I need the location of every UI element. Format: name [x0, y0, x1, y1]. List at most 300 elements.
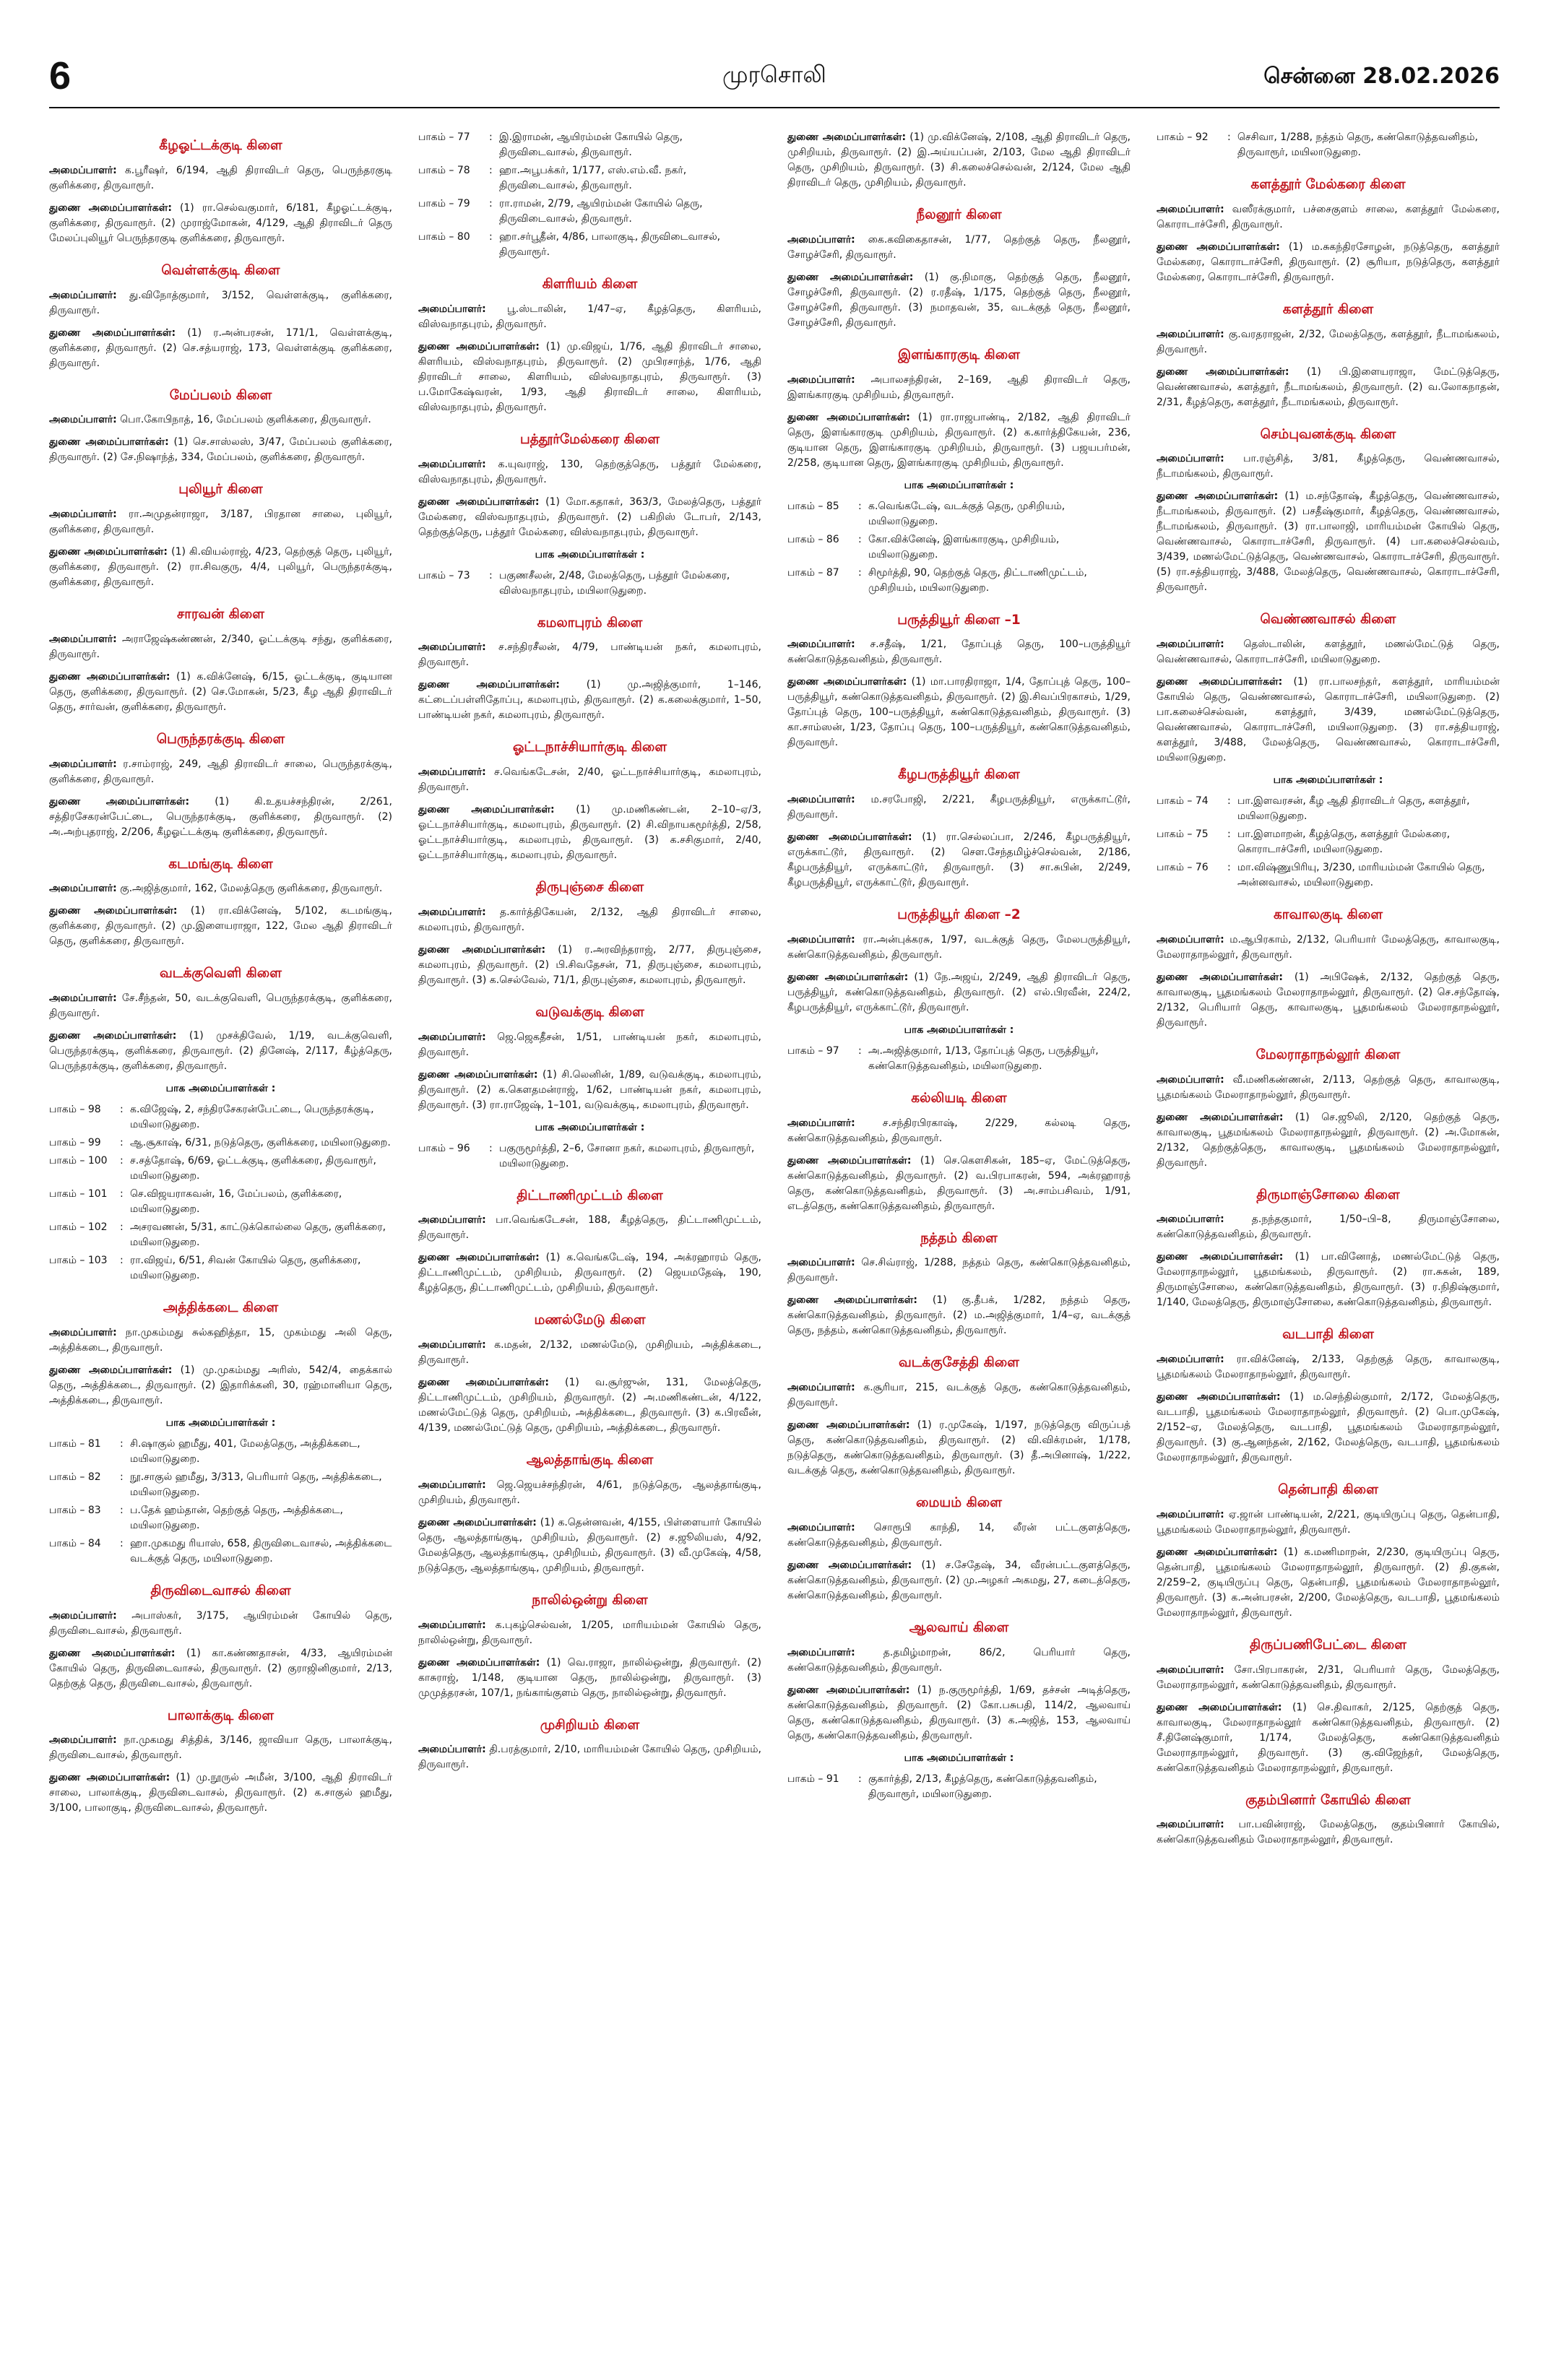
booth-heading: பாக அமைப்பாளர்கள் : [165, 1083, 276, 1094]
secretary-label: அமைப்பாளர்: [49, 414, 117, 426]
deputies-entry [1157, 365, 1500, 410]
deputies-entry [418, 678, 761, 723]
branch-title: சாரவன் கிளை [177, 607, 264, 622]
booth-separator: : [1227, 795, 1231, 807]
booth-roll [1157, 794, 1500, 891]
secretary-entry [418, 302, 761, 332]
booth-separator: : [120, 1471, 124, 1483]
secretary-text: செ.சிவ்ராஜ், 1/288, நத்தம் தெரு, கண்கொடுத்தவனிதம், திருவாரூர். [787, 1257, 1131, 1284]
deputies-text: (1) ம.சந்தோஷ், கீழத்தெரு, வெண்ணவாசல், நீடாமங்கலம், திருவாரூர். (2) பசதீஷ்குமார், கீழத்தெரு, வெண்ணவாசல், நீடாமங்கலம், திருவாரூர். (3) ரா.பாலாஜி, மாரியம்மன் கோயில் தெரு, வெண்ணவாசல், கொராடாச்சேரி, திருவாரூர். (4) பா.கலைச்செல்வம், 3/439, மணல்மேட்டுத்தெரு, வெண்ணவாசல், கொராடாச்சேரி, திருவாரூர். (5) ரா.சத்தியராஜ், 3/488, மேலத்தெரு, வெண்ணவாசல், கொராடாச்சேரி, திருவாரூர். [1157, 490, 1500, 594]
booth-row [787, 499, 1131, 529]
deputies-text: (1) ரா.செல்லப்பா, 2/246, கீழபருத்தியூர், எருக்காட்டூர், திருவாரூர். (2) செள.சேந்தமிழ்ச்செல்வன், 2/186, கீழபருத்தியூர், எருக்காட்டூர், திருவாரூர். (3) சா.சுபின், 2/249, கீழபருத்தியூர், எருக்காட்டூர், திருவாரூர். [787, 831, 1131, 888]
secretary-label: அமைப்பாளர்: [787, 794, 855, 805]
booth-row [418, 163, 761, 194]
secretary-entry [787, 373, 1131, 403]
booth-row [787, 1772, 1131, 1802]
booth-separator: : [858, 1044, 862, 1057]
secretary-text: க.புகழ்செல்வன், 1/205, மாரியம்மன் கோயில் தெரு, நாலில்ஒன்று, திருவாரூர். [418, 1619, 761, 1646]
branch-section [787, 1618, 1131, 1802]
secretary-label: அமைப்பாளர்: [49, 883, 117, 895]
booth-row [1157, 860, 1500, 891]
branch-section [1157, 1791, 1500, 1848]
deputies-text: (1) க.தென்னவன், 4/155, பிள்ளையார் கோயில் தெரு, ஆலத்தாங்குடி, முசிறியம், திருவாரூர். (2) ச.ஜூலியஸ், 4/92, மேலத்தெரு, ஆலத்தாங்குடி, முசிறியம், திருவாரூர். (3) வீ.முகேஷ், 4/58, நடுத்தெரு, ஆலத்தாங்குடி, முசிறியம், திருவாரூர். [418, 1516, 761, 1574]
secretary-label: அமைப்பாளர்: [1157, 1213, 1224, 1226]
deputies-text: (1) ரா.ராஜபாண்டி, 2/182, ஆதி திராவிடர் தெரு, இளங்காரகுடி முசிறியம், திருவாரூர். (2) க.கார்த்திகேயன், 236, குடியான தெரு, இளங்காரகுடி முசிறியம், திருவாரூர். (3) பஜயபர்மன், 2/258, குடியான தெரு, இளங்காரகுடி முசிறியம், திருவாரூர். [787, 411, 1131, 469]
deputies-entry [418, 339, 761, 415]
secretary-text: க.யுவராஜ், 130, தெற்குத்தெரு, பத்தூர் மேல்கரை, விஸ்வநாதபுரம், திருவாரூர். [418, 458, 761, 485]
secretary-entry [787, 1645, 1131, 1676]
secretary-text: சொரூபி காந்தி, 14, லீரன் பட்டகுளத்தெரு, கண்கொடுத்தவனிதம், திருவாரூர். [787, 1521, 1131, 1549]
deputies-entry [1157, 675, 1500, 766]
booth-number: பாகம் – 92 [1157, 131, 1209, 143]
secretary-entry [1157, 1507, 1500, 1538]
branch-section [787, 205, 1131, 331]
branch-section [1157, 1480, 1500, 1621]
deputies-label: துணை அமைப்பாளர்கள்: [787, 971, 909, 983]
deputies-text: (1) நே.அஜய், 2/249, ஆதி திராவிடர் தெரு, பருத்தியூர், கண்கொடுத்தவனிதம், திருவாரூர். (2) எல்.பிரவீன், 224/2, கீழபருத்தியூர், எருக்காட்டூர், திருவாரூர். [787, 971, 1131, 1013]
branch-title: நாலில்ஒன்று கிளை [532, 1592, 648, 1608]
branch-title: பெருந்தரக்குடி கிளை [156, 731, 285, 747]
secretary-label: அமைப்பாளர்: [418, 1479, 486, 1491]
branch-section [49, 1581, 392, 1692]
booth-number: பாகம் – 73 [418, 569, 470, 581]
secretary-entry [787, 1116, 1131, 1146]
booth-row [1157, 794, 1500, 824]
secretary-text: ம.சரபோஜி, 2/221, கீழபருத்தியூர், எருக்காட்டூர், திருவாரூர். [787, 794, 1131, 821]
deputies-label: துணை அமைப்பாளர்கள்: [787, 131, 907, 143]
secretary-text: ச.சந்திரசீலன், 4/79, பாண்டியன் நகர், கமலாபுரம், திருவாரூர். [418, 641, 761, 669]
secretary-text: த.தமிழ்மாறன், 86/2, பெரியார் தெரு, கண்கொடுத்தவனிதம், திருவாரூர். [787, 1646, 1131, 1674]
booth-heading: பாக அமைப்பாளர்கள் : [535, 1121, 645, 1133]
page-number: 6 [49, 54, 72, 98]
booth-row [49, 1135, 392, 1151]
booth-number: பாகம் – 99 [49, 1137, 101, 1148]
booth-number: பாகம் – 100 [49, 1155, 108, 1167]
booth-text: மா.விஷ்ணுபிரியு, 3/230, மாரியம்மன் கோயில் தெரு, அன்னவாசல், மயிலாடுதுறை. [1237, 862, 1485, 888]
deputies-label: துணை அமைப்பாளர்கள்: [1157, 365, 1289, 378]
deputies-entry [787, 970, 1131, 1016]
secretary-text: ம.ஆபிரகாம், 2/132, பெரியார் மேலத்தெரு, காவாலகுடி, மேலராதாநல்லூர், திருவாரூர். [1157, 933, 1500, 961]
booth-roll [49, 1437, 392, 1567]
deputies-label: துணை அமைப்பாளர்கள்: [418, 943, 546, 956]
secretary-label: அமைப்பாளர்: [1157, 453, 1224, 465]
booth-row [49, 1187, 392, 1217]
booth-number: பாகம் – 82 [49, 1471, 101, 1483]
branch-title: குதம்பினார் கோயில் கிளை [1245, 1792, 1411, 1808]
booth-row [49, 1536, 392, 1567]
deputies-text: (1) கு.நிமாகு, தெற்குத் தெரு, நீலனூர், சோழச்சேரி, திருவாரூர். (2) ர.ரதீஷ், 1/175, தெற்குத் தெரு, நீலனூர், சோழச்சேரி, திருவாரூர். (3) நமாதவன், 35, வடக்குத் தெரு, நீலனூர், சோழச்சேரி, திருவாரூர். [787, 271, 1131, 329]
secretary-label: அமைப்பாளர்: [787, 373, 855, 386]
deputies-label: துணை அமைப்பாளர்கள்: [787, 411, 910, 423]
secretary-entry [1157, 1073, 1500, 1103]
deputies-text: (1) மு.நூருல் அமீன், 3/100, ஆதி திராவிடர் சாலை, பாலாக்குடி, திருவிடைவாசல், திருவாரூர். (2) க.சாகுல் ஹமீது, 3/100, பாலாகுடி, திருவிடைவாசல், திருவாரூர். [49, 1772, 392, 1814]
branch-section [787, 1493, 1131, 1604]
branch-section [1157, 1635, 1500, 1776]
branch-title: நத்தம் கிளை [920, 1230, 998, 1246]
branch-section [418, 737, 761, 863]
booth-text: செசிவா, 1/288, நத்தம் தெரு, கண்கொடுத்தவனிதம், திருவாரூர், மயிலாடுதுறை. [1237, 131, 1478, 158]
secretary-entry [49, 757, 392, 787]
booth-text: ப.தேக் ஹம்தான், தெற்குத் தெரு, அத்திக்கடை, மயிலாடுதுறை. [130, 1504, 343, 1531]
deputies-entry [787, 1683, 1131, 1744]
columns [49, 130, 1500, 2351]
deputies-text: (1) மு.விஜய், 1/76, ஆதி திராவிடர் சாலை, கிளரியம், விஸ்வநாதபுரம், திருவாரூர். (2) முபிரசாந்த், 1/76, ஆதி திராவிடர் சாலை, கிளரியம், விஸ்வநாதபுரம், திருவாரூர். (3) ப.மோகேஷ்வரன், 1/93, ஆதி திராவிடர் சாலை, கிளரியம், விஸ்வநாதபுரம், திருவாரூர். [418, 340, 761, 413]
booth-separator: : [120, 1504, 124, 1516]
branch-title: கீழபருத்தியூர் கிளை [898, 767, 1020, 783]
branch-title: களத்தூர் கிளை [1282, 301, 1374, 317]
secretary-entry [49, 991, 392, 1021]
column-1 [49, 130, 392, 2351]
booth-separator: : [120, 1537, 124, 1549]
booth-text: பா.இளவரசன், கீழ ஆதி திராவிடர் தெரு, களத்தூர், மயிலாடுதுறை. [1237, 795, 1470, 822]
booth-number: பாகம் – 86 [787, 533, 839, 545]
booth-text: பகுணசீலன், 2/48, மேலத்தெரு, பத்தூர் மேல்கரை, விஸ்வநாதபுரம், மயிலாடுதுறை. [499, 569, 730, 597]
branch-title: ஆலவாய் கிளை [909, 1619, 1009, 1635]
secretary-entry [1157, 932, 1500, 963]
branch-section [787, 130, 1131, 191]
secretary-text: தி.பரத்குமார், 2/10, மாரியம்மன் கோயில் தெரு, முசிறியம், திருவாரூர். [418, 1744, 761, 1771]
column-3 [787, 130, 1131, 2351]
branch-section [49, 1706, 392, 1817]
booth-number: பாகம் – 75 [1157, 828, 1209, 840]
deputies-label: துணை அமைப்பாளர்கள்: [787, 1294, 917, 1307]
booth-heading: பாக அமைப்பாளர்கள் : [904, 1024, 1014, 1036]
secretary-label: அமைப்பாளர்: [49, 1326, 117, 1338]
column-4 [1157, 130, 1500, 2351]
branch-section [418, 1003, 761, 1172]
branch-title: பத்தூர்மேல்கரை கிளை [519, 431, 660, 447]
deputies-text: (1) ரா.பாலசந்தர், களத்தூர், மாரியம்மன் கோயில் தெரு, வெண்ணவாசல், கொராடாச்சேரி, மயிலாடுதுறை. (2) பா.கலைச்செல்வன், களத்தூர், 3/439, மணல்மேட்டுத்தெரு, வெண்ணவாசல், கொராடாச்சேரி, மயிலாடுதுறை. (3) ரா.சத்தியராஜ், களத்தூர், 3/488, மேலத்தெரு, வெண்ணவாசல், கொராடாச்சேரி, மயிலாடுதுறை. [1157, 676, 1500, 763]
branch-section [418, 1591, 761, 1701]
secretary-label: அமைப்பாளர்: [787, 1521, 855, 1533]
deputies-entry [418, 1515, 761, 1576]
secretary-label: அமைப்பாளர்: [787, 1117, 855, 1129]
booth-roll [787, 1772, 1131, 1802]
deputies-text: (1) ம.செந்தில்குமார், 2/172, மேலத்தெரு, வடபாதி, பூதமங்கலம் மேலராதாநல்லூர், திருவாரூர். (2) பொ.முகேஷ், 2/152–ஏ, மேலத்தெரு, வடபாதி, பூதமங்கலம் மேலராதாநல்லூர், திருவாரூர். (3) கு.ஆனந்தன், 2/162, மேலத்தெரு, வடபாதி, பூதமங்கலம் மேலராதாநல்லூர், திருவாரூர். [1157, 1391, 1500, 1463]
booth-text: ஹா.சர்பூதீன், 4/86, பாலாகுடி, திருவிடைவாசல், திருவாரூர். [499, 231, 721, 258]
branch-section [1157, 1185, 1500, 1311]
branch-section [49, 136, 392, 246]
masthead [49, 51, 1500, 108]
secretary-label: அமைப்பாளர்: [49, 1734, 117, 1747]
dateline: சென்னை 28.02.2026 [1263, 64, 1500, 89]
newspaper-name: முரசொலி [722, 61, 826, 88]
deputies-entry [49, 904, 392, 949]
booth-text: அசரவணன், 5/31, காட்டுக்கொல்லை தெரு, குளிக்கரை, மயிலாடுதுறை. [130, 1221, 386, 1248]
booth-number: பாகம் – 97 [787, 1044, 839, 1057]
booth-separator: : [1227, 131, 1231, 143]
deputies-label: துணை அமைப்பாளர்கள்: [418, 1656, 540, 1669]
branch-section [418, 130, 761, 260]
secretary-entry [418, 1338, 761, 1368]
booth-text: குகார்த்தி, 2/13, கீழத்தெரு, கண்கொடுத்தவனிதம், திருவாரூர், மயிலாடுதுறை. [868, 1773, 1097, 1800]
secretary-text: ச.வெங்கடேசன், 2/40, ஓட்டநாச்சியார்குடி, கமலாபுரம், திருவாரூர். [418, 766, 761, 793]
booth-text: ரா.ராமன், 2/79, ஆயிரம்மன் கோயில் தெரு, திருவிடைவாசல், திருவாரூர். [499, 198, 703, 225]
booth-roll [787, 1044, 1131, 1074]
booth-text: ரா.விஜய், 6/51, சிவன் கோயில் தெரு, குளிக்கரை, மயிலாடுதுறை. [130, 1255, 361, 1281]
secretary-entry [1157, 1352, 1500, 1382]
branch-title: வெள்ளக்குடி கிளை [161, 262, 280, 278]
secretary-text: ர.சாம்ராஜ், 249, ஆதி திராவிடர் சாலை, பெருந்தரக்குடி, குளிக்கரை, திருவாரூர். [49, 758, 392, 785]
booth-number: பாகம் – 102 [49, 1221, 108, 1233]
secretary-text: நா.முகமது சித்திக், 3/146, ஜாவியா தெரு, பாலாக்குடி, திருவிடைவாசல், திருவாரூர். [49, 1734, 392, 1762]
deputies-entry [1157, 1390, 1500, 1466]
booth-number: பாகம் – 91 [787, 1773, 839, 1785]
secretary-entry [787, 233, 1131, 263]
deputies-label: துணை அமைப்பாளர்கள்: [49, 1364, 173, 1376]
branch-title: செம்புவனக்குடி கிளை [1260, 426, 1396, 442]
booth-row [49, 1253, 392, 1284]
branch-title: மணல்மேடு கிளை [534, 1312, 646, 1328]
deputies-entry [49, 435, 392, 465]
branch-section [787, 345, 1131, 596]
booth-row [418, 568, 761, 599]
branch-title: கடமங்குடி கிளை [168, 856, 273, 872]
deputies-label: துணை அமைப்பாளர்கள்: [787, 676, 907, 688]
secretary-label: அமைப்பாளர்: [49, 289, 117, 301]
secretary-label: அமைப்பாளர்: [49, 633, 117, 645]
deputies-label: துணை அமைப்பாளர்கள்: [49, 670, 170, 683]
secretary-entry [787, 1255, 1131, 1286]
secretary-entry [787, 1520, 1131, 1551]
deputies-text: (1) கு.தீபக், 1/282, நத்தம் தெரு, கண்கொடுத்தவனிதம், திருவாரூர். (2) ம.அஜித்குமார், 1/4–ஏ, வடக்குத் தெரு, நத்தம், கண்கொடுத்தவனிதம், திருவாரூர். [787, 1294, 1131, 1337]
branch-section [418, 1450, 761, 1576]
branch-title: ஆலத்தாங்குடி கிளை [526, 1453, 654, 1468]
secretary-label: அமைப்பாளர்: [1157, 1508, 1224, 1520]
branch-section [49, 261, 392, 371]
secretary-entry [418, 905, 761, 935]
deputies-label: துணை அமைப்பாளர்கள்: [787, 1684, 910, 1696]
booth-separator: : [489, 231, 493, 243]
booth-number: பாகம் – 101 [49, 1188, 108, 1200]
secretary-text: கு.அஜித்குமார், 162, மேலத்தெரு குளிக்கரை, திருவாரூர். [120, 883, 383, 895]
deputies-label: துணை அமைப்பாளர்கள்: [49, 795, 190, 808]
deputies-entry [1157, 489, 1500, 595]
branch-section [49, 605, 392, 715]
branch-section [418, 430, 761, 599]
secretary-entry [787, 637, 1131, 667]
branch-title: தென்பாதி கிளை [1278, 1482, 1378, 1497]
deputies-entry [418, 802, 761, 863]
deputies-text: (1) மோ.கதாகர், 363/3, மேலத்தெரு, பத்தூர் மேல்கரை, விஸ்வநாதபுரம், திருவாரூர். (2) பகிறிஸ் டோபர், 2/143, தெற்குத்தெரு, பத்தூர் மேல்கரை, விஸ்வநாதபுரம், திருவாரூர். [418, 496, 761, 538]
deputies-text: (1) பி.இளையராஜா, மேட்டுத்தெரு, வெண்ணவாசல், களத்தூர், நீடாமங்கலம், திருவாரூர். (2) வ.லோகநாதன், 2/31, கீழத்தெரு, களத்தூர், நீடாமங்கலம், திருவாரூர். [1157, 365, 1500, 408]
booth-roll [49, 1102, 392, 1284]
branch-section [49, 964, 392, 1284]
booth-separator: : [120, 1104, 124, 1115]
branch-title: காவாலகுடி கிளை [1273, 907, 1383, 922]
deputies-text: (1) ர.முகேஷ், 1/197, நடுத்தெரு விருப்பத் தெரு, கண்கொடுத்தவனிதம், திருவாரூர். (2) வி.விக்ரமன், 1/178, நடுத்தெரு, கண்கொடுத்தவனிதம், திருவாரூர். (3) தீ.அபினாஷ், 1/222, வடக்குத் தெரு, கண்கொடுத்தவனிதம், திருவாரூர். [787, 1419, 1131, 1476]
branch-title: கமலாபுரம் கிளை [537, 615, 643, 631]
branch-section [1157, 1045, 1500, 1171]
branch-section [1157, 300, 1500, 410]
branch-title: வெண்ணவாசல் கிளை [1260, 612, 1396, 628]
branch-section [418, 613, 761, 724]
secretary-label: அமைப்பாளர்: [418, 1214, 486, 1226]
secretary-entry [49, 1609, 392, 1639]
booth-heading: பாக அமைப்பாளர்கள் : [904, 479, 1014, 491]
booth-number: பாகம் – 85 [787, 500, 839, 512]
deputies-entry [418, 1375, 761, 1436]
secretary-text: க.சூரியா, 215, வடக்குத் தெரு, கண்கொடுத்தவனிதம், திருவாரூர். [787, 1382, 1131, 1408]
branch-section [418, 878, 761, 988]
deputies-label: துணை அமைப்பாளர்கள்: [49, 202, 172, 214]
branch-section [418, 1310, 761, 1436]
deputies-label: துணை அமைப்பாளர்கள்: [787, 271, 914, 283]
secretary-text: வீ.மணிகண்ணன், 2/113, தெற்குத் தெரு, காவாலகுடி, பூதமங்கலம் மேலராதாநல்லூர், திருவாரூர். [1157, 1073, 1500, 1101]
masthead-rule [49, 107, 1500, 108]
secretary-text: அபாஸ்கர், 3/175, ஆயிரம்மன் கோயில் தெரு, திருவிடைவாசல், திருவாரூர். [49, 1609, 392, 1637]
deputies-text: (1) பா.வினோத், மணல்மேட்டுத் தெரு, மேலராதாநல்லூர், பூதமங்கலம், திருவாரூர். (2) ரா.சுகன், 189, திருமாஞ்சோலை, கண்கொடுத்தவனிதம், திருவாரூர். (3) ர.நிதிஷ்குமார், 1/140, மேலத்தெரு, திருமாஞ்சோலை, கண்கொடுத்தவனிதம், திருவாரூர். [1157, 1251, 1500, 1309]
booth-heading: பாக அமைப்பாளர்கள் : [1273, 774, 1383, 786]
secretary-text: ச.சந்திரபிரகாஷ், 2/229, கல்லடி தெரு, கண்கொடுத்தவனிதம், திருவாரூர். [787, 1117, 1131, 1144]
booth-number: பாகம் – 78 [418, 165, 470, 176]
deputies-label: துணை அமைப்பாளர்கள்: [1157, 676, 1283, 688]
deputies-label: துணை அமைப்பாளர்கள்: [49, 1647, 176, 1659]
branch-title: கிளரியம் கிளை [542, 277, 638, 292]
deputies-entry [418, 943, 761, 988]
branch-section [787, 1229, 1131, 1339]
deputies-text: (1) கி.வியல்ராஜ், 4/23, தெற்குத் தெரு, புலியூர், குளிக்கரை, திருவாரூர். (2) ரா.சிவகுரு, 4/4, புலியூர், பெருந்தரக்குடி, குளிக்கரை, திருவாரூர். [49, 546, 392, 588]
booth-row [418, 230, 761, 260]
deputies-label: துணை அமைப்பாளர்கள்: [418, 1252, 540, 1264]
booth-text: ஆ.சூகாஷ், 6/31, நடுத்தெரு, குளிக்கரை, மயிலாடுதுறை. [130, 1137, 391, 1148]
deputies-label: துணை அமைப்பாளர்கள்: [418, 1377, 549, 1388]
branch-title: திருப்பணிபேட்டை கிளை [1249, 1637, 1406, 1653]
deputies-text: (1) செ.ஜூலி, 2/120, தெற்குத் தெரு, காவாலகுடி, பூதமங்கலம் மேலராதாநல்லூர், திருவாரூர். (2) அ.மோகன், 2/132, தெற்குத்தெரு, காவாலகுடி, பூதமங்கலம் மேலராதாநல்லூர், திருவாரூர். [1157, 1111, 1500, 1169]
deputies-text: (1) மு.முகம்மது அரிஸ், 542/4, தைக்கால் தெரு, அத்திக்கடை, திருவாரூர். (2) இதாரிக்கனி, 30, ரஹ்மானியா தெரு, அத்திக்கடை, திருவாரூர். [49, 1364, 392, 1406]
secretary-label: அமைப்பாளர்: [49, 509, 117, 520]
booth-separator: : [858, 1773, 862, 1785]
secretary-label: அமைப்பாளர்: [418, 1744, 486, 1756]
deputies-label: துணை அமைப்பாளர்கள்: [49, 905, 178, 917]
secretary-label: அமைப்பாளர்: [49, 164, 117, 176]
booth-text: இ.இராமன், ஆயிரம்மன் கோயில் தெரு, திருவிடைவாசல், திருவாரூர். [499, 131, 683, 158]
secretary-text: பா.ரஞ்சித், 3/81, கீழத்தெரு, வெண்ணவாசல், நீடாமங்கலம், திருவாரூர். [1157, 453, 1500, 480]
secretary-label: அமைப்பாளர்: [418, 906, 486, 918]
secretary-text: அராஜேஷ்கண்ணன், 2/340, ஓட்டக்குடி சந்து, குளிக்கரை, திருவாரூர். [49, 633, 392, 660]
branch-title: பருத்தியூர் கிளை –1 [897, 612, 1021, 628]
deputies-text: (1) ரா.விக்னேஷ், 5/102, கடமங்குடி, குளிக்கரை, திருவாரூர். (2) மு.இளையராஜா, 122, மேல ஆதி திராவிடர் தெரு, குளிக்கரை, திருவாரூர். [49, 905, 392, 948]
deputies-label: துணை அமைப்பாளர்கள்: [1157, 241, 1280, 253]
secretary-label: அமைப்பாளர்: [1157, 1663, 1224, 1676]
deputies-entry [787, 1293, 1131, 1338]
secretary-entry [49, 288, 392, 319]
booth-heading: பாக அமைப்பாளர்கள் : [165, 1416, 276, 1429]
booth-row [49, 1437, 392, 1467]
booth-heading: பாக அமைப்பாளர்கள் : [904, 1752, 1014, 1764]
secretary-entry [418, 1742, 761, 1773]
booth-separator: : [1227, 862, 1231, 873]
branch-section [1157, 1325, 1500, 1466]
secretary-label: அமைப்பாளர்: [1157, 328, 1224, 340]
branch-title: களத்தூர் மேல்கரை கிளை [1250, 177, 1406, 192]
secretary-label: அமைப்பாளர்: [787, 1646, 855, 1658]
booth-separator: : [1227, 828, 1231, 840]
secretary-text: பொ.கோபிநாத், 16, மேப்பலம் குளிக்கரை, திருவாரூர். [120, 414, 371, 426]
booth-separator: : [120, 1255, 124, 1266]
deputies-text: (1) ர.அன்பரசன், 171/1, வெள்ளக்குடி, குளிக்கரை, திருவாரூர். (2) செ.சத்யராஜ், 173, வெள்ளக்குடி குளிக்கரை, திருவாரூர். [49, 326, 392, 369]
secretary-text: கை.கவிகைதாசன், 1/77, தெற்குத் தெரு, நீலனூர், சோழச்சேரி, திருவாரூர். [787, 233, 1131, 261]
secretary-entry [49, 1325, 392, 1356]
deputies-entry [1157, 240, 1500, 285]
booth-heading: பாக அமைப்பாளர்கள் : [535, 548, 645, 561]
deputies-text: (1) அபிஷேக், 2/132, தெற்குத் தெரு, காவாலகுடி, பூதமங்கலம் மேலராதாநல்லூர், திருவாரூர். (2) செ.சந்தோஷ், 2/132, பெரியார் தெரு, காவாலகுடி, பூதமங்கலம் மேலராதாநல்லூர், திருவாரூர். [1157, 971, 1500, 1029]
secretary-entry [418, 1030, 761, 1060]
branch-section [418, 1186, 761, 1297]
secretary-label: அமைப்பாளர்: [418, 458, 486, 470]
secretary-entry [1157, 1817, 1500, 1848]
booth-separator: : [489, 131, 493, 143]
secretary-entry [49, 507, 392, 537]
deputies-entry [418, 1656, 761, 1701]
secretary-entry [49, 632, 392, 662]
secretary-label: அமைப்பாளர்: [1157, 639, 1224, 650]
branch-title: திருவிடைவாசல் கிளை [150, 1583, 291, 1598]
column-2 [418, 130, 761, 2351]
booth-number: பாகம் – 96 [418, 1142, 470, 1154]
branch-section [1157, 905, 1500, 1031]
deputies-label: துணை அமைப்பாளர்கள்: [1157, 490, 1279, 503]
deputies-entry [787, 270, 1131, 331]
branch-title: திட்டாணிமுட்டம் கிளை [517, 1187, 663, 1203]
secretary-entry [418, 640, 761, 670]
secretary-entry [1157, 202, 1500, 233]
secretary-text: த.கார்த்திகேயன், 2/132, ஆதி திராவிடர் சாலை, கமலாபுரம், திருவாரூர். [418, 906, 761, 933]
booth-row [1157, 827, 1500, 857]
booth-separator: : [858, 566, 862, 579]
secretary-entry [1157, 1212, 1500, 1242]
secretary-label: அமைப்பாளர்: [418, 1339, 486, 1351]
booth-row [49, 1102, 392, 1133]
secretary-entry [1157, 327, 1500, 358]
branch-title: வடக்குவெளி கிளை [160, 966, 282, 982]
secretary-text: ரா.அன்புக்கரசு, 1/97, வடக்குத் தெரு, மேலபருத்தியூர், கண்கொடுத்தவனிதம், திருவாரூர். [787, 933, 1131, 961]
booth-roll [418, 130, 761, 260]
branch-title: திருமாஞ்சோலை கிளை [1256, 1187, 1400, 1203]
branch-section [787, 905, 1131, 1074]
booth-text: பா.இளமாறன், கீழத்தெரு, களத்தூர் மேல்கரை, கொராடாச்சேரி, மயிலாடுதுறை. [1237, 828, 1451, 855]
deputies-entry [1157, 1700, 1500, 1776]
secretary-entry [1157, 637, 1500, 667]
booth-separator: : [858, 533, 862, 545]
secretary-entry [787, 932, 1131, 963]
deputies-text: (1) ந.குருமூர்த்தி, 1/69, தச்சன் அடித்தெரு, கண்கொடுத்தவனிதம், திருவாரூர். (2) கோ.பசுபதி, 114/2, ஆலவாய் தெரு, கண்கொடுத்தவனிதம், திருவாரூர். (3) க.அஜித், 153, ஆலவாய் தெரு, கண்கொடுத்தவனிதம், திருவாரூர். [787, 1684, 1131, 1741]
branch-section [787, 610, 1131, 751]
secretary-label: அமைப்பாளர்: [787, 933, 855, 945]
booth-number: பாகம் – 87 [787, 566, 839, 579]
secretary-text: கு.வரதராஜன், 2/32, மேலத்தெரு, களத்தூர், நீடாமங்கலம், திருவாரூர். [1157, 328, 1500, 355]
deputies-entry [49, 1646, 392, 1692]
secretary-label: அமைப்பாளர்: [1157, 1354, 1224, 1365]
deputies-text: (1) சி.லெனின், 1/89, வடுவக்குடி, கமலாபுரம், திருவாரூர். (2) க.கௌதமன்ராஜ், 1/62, பாண்டியன் நகர், கமலாபுரம், திருவாரூர். (3) ரா.ராஜேஷ், 1–101, வடுவக்குடி, கமலாபுரம், திருவாரூர். [418, 1068, 761, 1111]
branch-title: கீழஓட்டக்குடி கிளை [159, 138, 282, 153]
deputies-entry [418, 1068, 761, 1113]
booth-text: ஹா.முகமது ரியாஸ், 658, திருவிடைவாசல், அத்திக்கடை வடக்குத் தெரு, மயிலாடுதுறை. [130, 1537, 392, 1565]
booth-separator: : [120, 1221, 124, 1233]
deputies-text: (1) முசக்திவேல், 1/19, வடக்குவெளி, பெருந்தரக்குடி, குளிக்கரை, திருவாரூர். (2) தினேஷ், 2/117, கீழ்த்தெரு, பெருந்தரக்குடி, குளிக்கரை, திருவாரூர். [49, 1030, 392, 1072]
booth-row [418, 130, 761, 160]
deputies-label: துணை அமைப்பாளர்கள்: [49, 326, 176, 339]
deputies-text: (1) ரா.செல்வகுமார், 6/181, கீழஓட்டக்குடி, குளிக்கரை, திருவாரூர். (2) முராஜ்மோகன், 4/129, ஆதி திராவிடர் தெரு மேலப்புலியூர் பெருந்தரகுடி குளிக்கரை, திருவாரூர். [49, 202, 392, 244]
deputies-text: (1) மு.விக்னேஷ், 2/108, ஆதி திராவிடர் தெரு, முசிறியம், திருவாரூர். (2) இ.அய்யப்பன், 2/103, மேல ஆதி திராவிடர் தெரு, முசிறியம், திருவாரூர். (3) சி.கலைச்செல்வன், 2/124, மேல ஆதி திராவிடர் தெரு, முசிறியம், திருவாரூர். [787, 131, 1131, 189]
secretary-entry [1157, 451, 1500, 482]
booth-separator: : [489, 1142, 493, 1154]
deputies-label: துணை அமைப்பாளர்கள்: [418, 679, 560, 691]
booth-roll [418, 1141, 761, 1172]
secretary-label: அமைப்பாளர்: [1157, 1073, 1224, 1086]
branch-title: ஓட்டநாச்சியார்குடி கிளை [512, 740, 667, 756]
secretary-entry [49, 1733, 392, 1763]
